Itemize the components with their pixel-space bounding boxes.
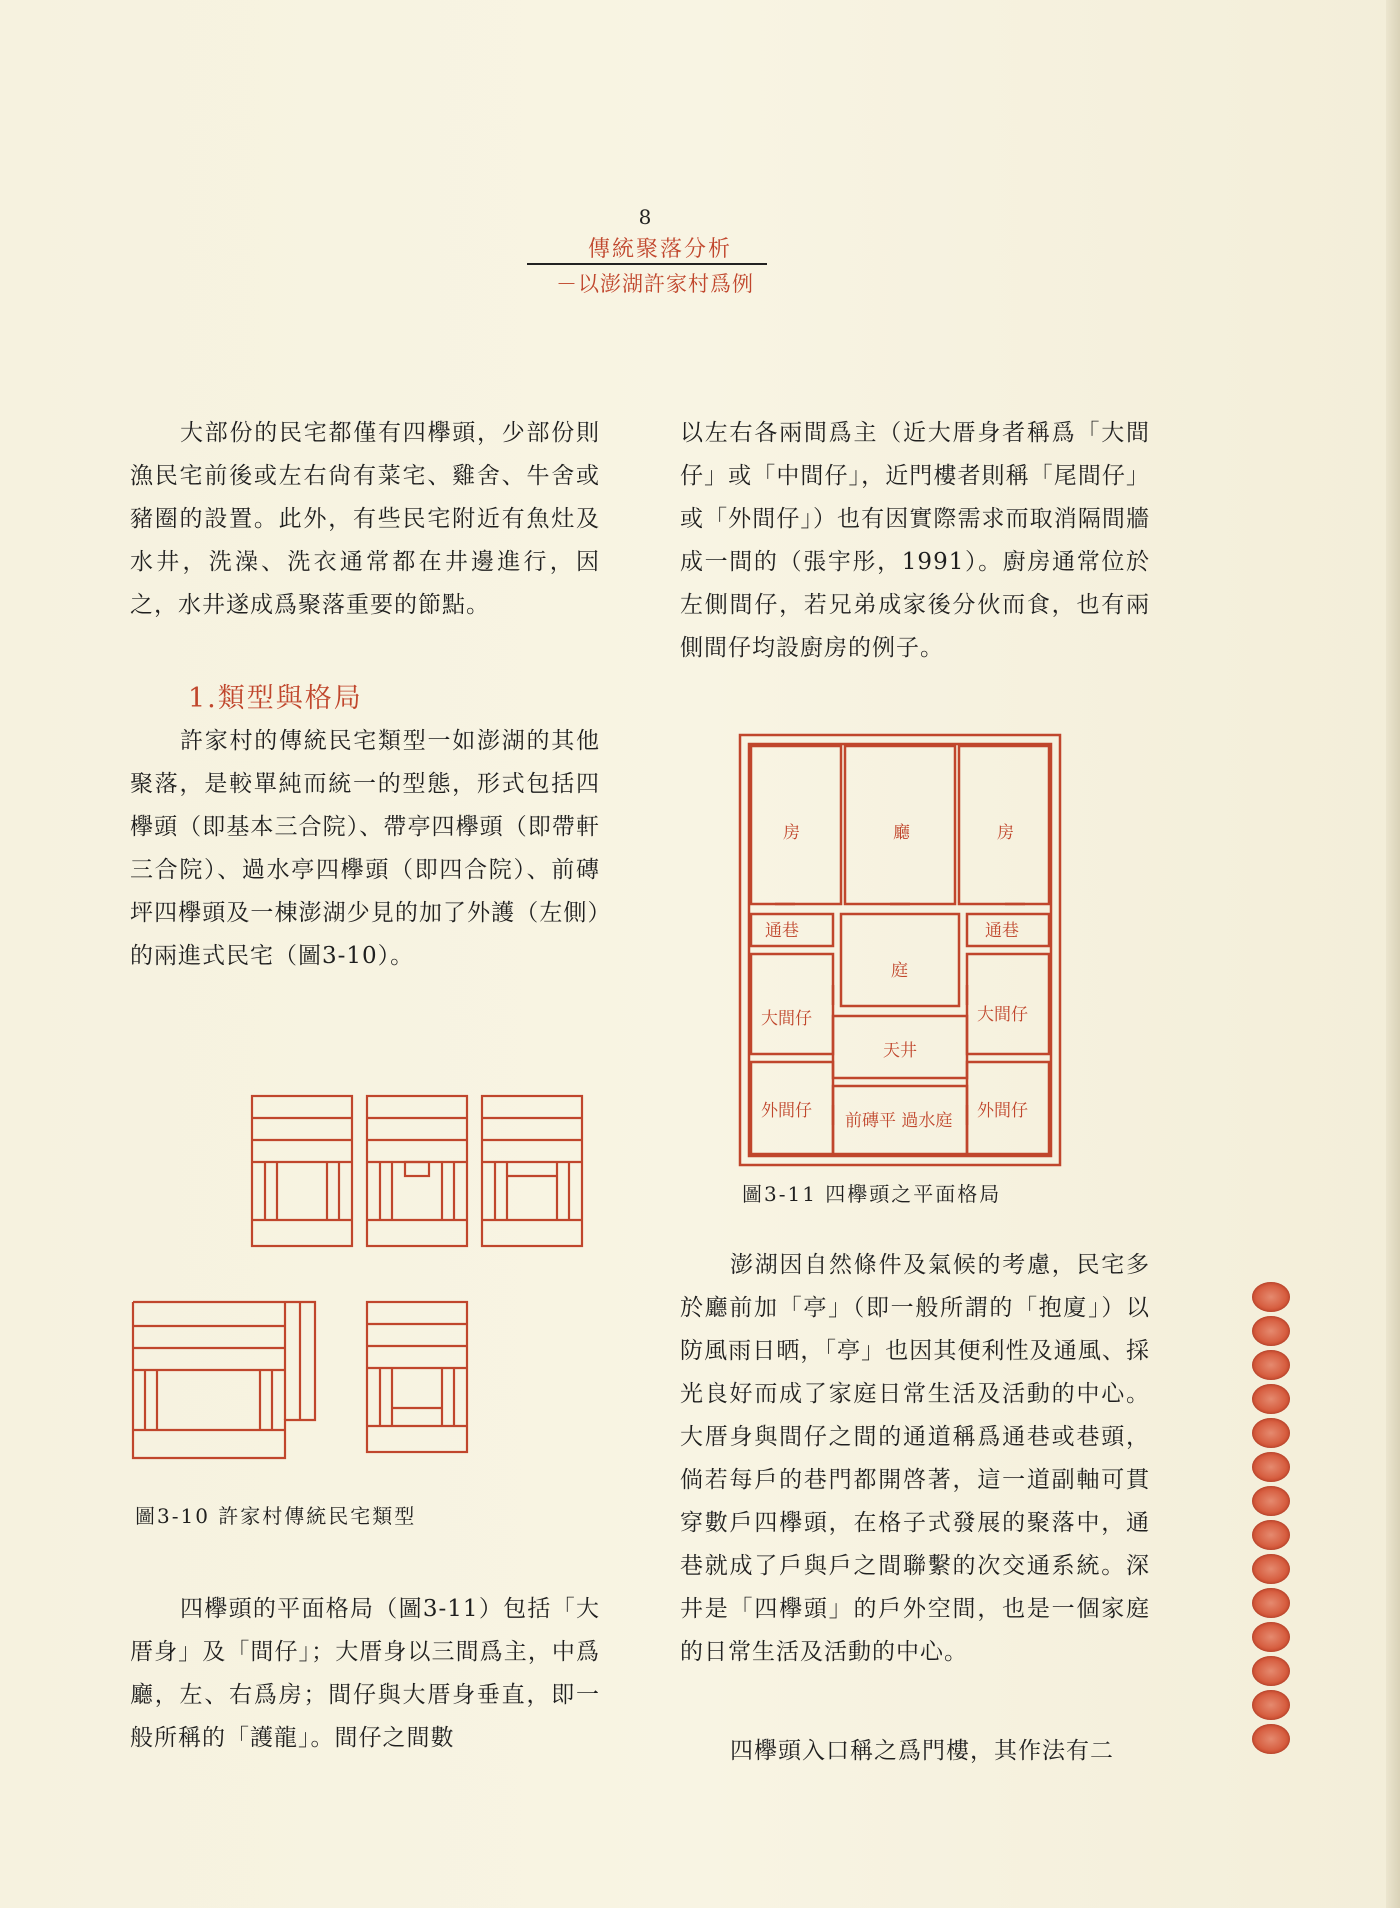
seal-icon — [1252, 1622, 1290, 1652]
plan-label-room-right: 房 — [997, 823, 1014, 843]
right-paragraph-1: 以左右各兩間爲主（近大厝身者稱爲「大間仔」或「中間仔」，近門樓者則稱「尾間仔」或「外間仔」）也有因實際需求而取消隔間牆成一間的（張宇彤，1991）。廚房通常位於左側間仔，若兄弟成家後分伙而食，也有兩側間仔均設廚房的例子。 — [680, 420, 1150, 661]
seal-icon — [1252, 1690, 1290, 1720]
plan-label-room-left: 房 — [783, 823, 800, 843]
floor-plan-diagram — [735, 730, 1065, 1170]
plan-label-courtyard: 庭 — [891, 961, 908, 981]
running-title: 傳統聚落分析 — [587, 237, 732, 262]
seal-icon — [1252, 1384, 1290, 1414]
left-paragraph-1: 大部份的民宅都僅有四欅頭，少部份則漁民宅前後或左右尙有菜宅、雞舍、牛舍或豬圈的設置。此外，有些民宅附近有魚灶及水井，洗澡、洗衣通常都在井邊進行，因之，水井遂成爲聚落重要的節點。 — [130, 420, 600, 618]
seal-icon — [1252, 1656, 1290, 1686]
house-type-5 — [367, 1302, 467, 1452]
seal-icon — [1252, 1486, 1290, 1516]
house-types-diagram — [125, 1090, 595, 1470]
seal-icon — [1252, 1316, 1290, 1346]
plan-label-outer-room-left: 外間仔 — [761, 1101, 812, 1121]
decorative-seal-strip — [1252, 1282, 1290, 1762]
house-type-2 — [367, 1096, 467, 1246]
plan-label-outer-room-right: 外間仔 — [977, 1101, 1028, 1121]
seal-icon — [1252, 1520, 1290, 1550]
left-paragraph-2: 許家村的傳統民宅類型一如澎湖的其他聚落，是較單純而統一的型態，形式包括四欅頭（即基本三合院）、帶亭四欅頭（即帶軒三合院）、過水亭四欅頭（即四合院）、前磚坪四欅頭及一棟澎湖少見的加了外護（左側）的兩進式民宅（圖3-10）。 — [130, 728, 600, 969]
seal-icon — [1252, 1452, 1290, 1482]
seal-icon — [1252, 1282, 1290, 1312]
seal-icon — [1252, 1554, 1290, 1584]
plan-label-well: 天井 — [883, 1041, 917, 1061]
seal-icon — [1252, 1350, 1290, 1380]
figure-caption-3-10: 圖3-10 許家村傳統民宅類型 — [135, 1504, 417, 1528]
plan-label-front-yard: 前磚平 過水庭 — [845, 1111, 953, 1131]
house-type-4 — [133, 1302, 315, 1458]
plan-label-lane-right: 通巷 — [985, 921, 1019, 941]
plan-label-big-room-right: 大間仔 — [977, 1005, 1028, 1025]
section-heading: 1.類型與格局 — [188, 683, 363, 714]
seal-icon — [1252, 1418, 1290, 1448]
left-paragraph-3: 四欅頭的平面格局（圖3-11）包括「大厝身」及「間仔」；大厝身以三間爲主，中爲廳，左、右爲房；間仔與大厝身垂直，即一般所稱的「護龍」。間仔之間數 — [130, 1596, 600, 1751]
running-subtitle: －以澎湖許家村爲例 — [556, 272, 754, 296]
figure-caption-3-11: 圖3-11 四欅頭之平面格局 — [742, 1182, 1002, 1206]
right-paragraph-3: 四欅頭入口稱之爲門樓，其作法有二 — [730, 1738, 1114, 1764]
seal-icon — [1252, 1724, 1290, 1754]
page-number: 8 — [638, 205, 652, 229]
house-type-3 — [482, 1096, 582, 1246]
plan-label-big-room-left: 大間仔 — [761, 1009, 812, 1029]
right-paragraph-2: 澎湖因自然條件及氣候的考慮，民宅多於廳前加「亭」（即一般所謂的「抱廈」）以防風雨日晒，「亭」也因其便利性及通風、採光良好而成了家庭日常生活及活動的中心。大厝身與間仔之間的通道稱爲通巷或巷頭，倘若每戶的巷門都開啓著，這一道副軸可貫穿數戶四欅頭，在格子式發展的聚落中，通巷就成了戶與戶之間聯繫的次交通系統。深井是「四欅頭」的戶外空間，也是一個家庭的日常生活及活動的中心。 — [680, 1252, 1150, 1665]
house-type-1 — [252, 1096, 352, 1246]
plan-label-hall: 廳 — [893, 823, 910, 843]
running-title-rule — [527, 263, 767, 265]
plan-label-lane-left: 通巷 — [765, 921, 799, 941]
page-edge — [1386, 0, 1400, 1908]
seal-icon — [1252, 1588, 1290, 1618]
